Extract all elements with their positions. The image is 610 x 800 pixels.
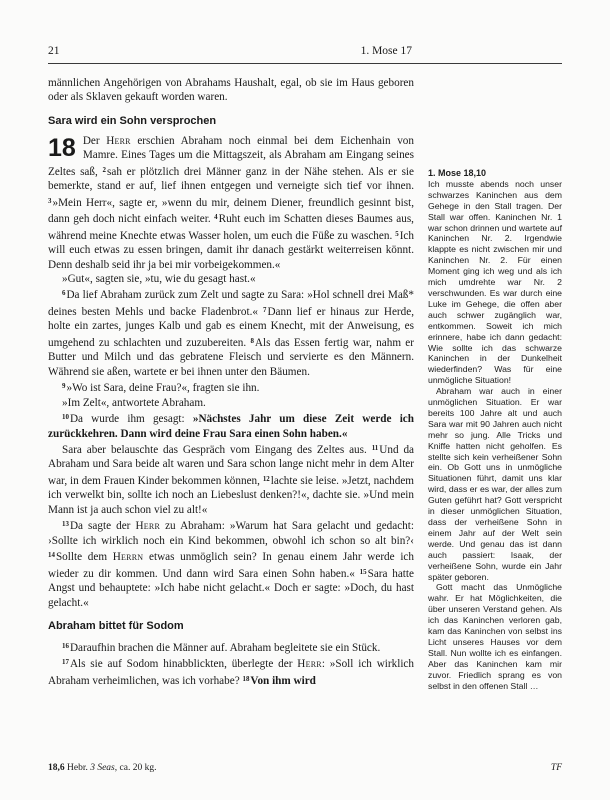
verse-text-1-5 bbox=[48, 135, 414, 271]
scripture-column bbox=[48, 76, 414, 753]
author-initials: TF bbox=[550, 763, 562, 773]
verse-number: 17 bbox=[62, 658, 69, 667]
verse-number: 12 bbox=[262, 474, 270, 483]
sidebar-paragraph-3: Gott macht das Unmögliche wahr. Er hat Möglichkeiten, die über unseren Verstand gehen. Als ich das Kaninchen verloren gab, kam das Kaninchen von selbst ins Licht unseres Hauses vor dem Stall. Nun wollte ich es einfangen. Aber das Kaninchen kam mir zuvor. Friedlich sprang es von selbst in den offenen Stall … bbox=[428, 582, 562, 691]
verse-number: 18 bbox=[242, 674, 250, 683]
paragraph-gen18-6-8 bbox=[48, 286, 414, 379]
text-run: Ich will euch etwas zu essen bringen, damit ihr danach gestärkt weiterreisen könnt. Denn deshalb seid ihr ja bei mir vorbeigekommen.« bbox=[48, 229, 414, 271]
text-run: Der bbox=[82, 134, 107, 147]
paragraph-gen18-1-5 bbox=[48, 134, 414, 272]
text-run: Da wurde ihm gesagt: bbox=[69, 413, 193, 426]
paragraph-gen18-16 bbox=[48, 639, 414, 656]
paragraph-gen18-10 bbox=[48, 410, 414, 441]
verse-number: 6 bbox=[62, 289, 66, 298]
text-run: Als das Essen fertig war, nahm er Butter und Milch und das gebratene Fleisch und servierte es den Männern. Während sie aßen, wartete er bei ihnen unter den Bäumen. bbox=[48, 336, 414, 378]
text-run: »Gut«, sagten sie, »tu, wie du gesagt hast.« bbox=[62, 272, 256, 285]
text-run: Und da Abraham und Sara beide alt waren und Sara schon lange nicht mehr in dem Alter war, in dem Frauen Kinder bekommen können, bbox=[48, 444, 414, 487]
text-run: »Mein Herr«, sagte er, »wenn du mir, deinem Diener, freundlich gesinnt bist, dann geh doch nicht einfach weiter. bbox=[48, 196, 414, 226]
text-run: Sollte dem bbox=[55, 551, 113, 564]
text-run: Hebr. bbox=[67, 763, 91, 773]
verse-number: 13 bbox=[62, 520, 69, 529]
text-run: : »Soll ich wirklich Abraham verheimlichen, was ich vorhabe? bbox=[48, 658, 414, 688]
page-footer bbox=[48, 753, 562, 774]
page-number: 21 bbox=[48, 45, 60, 57]
chapter-number: 18 bbox=[48, 133, 76, 162]
text-run: Herr bbox=[135, 520, 161, 533]
text-run: etwas unmöglich sein? In genau einem Jahr werde ich wieder zu dir kommen. Und dann wird Sara einen Sohn haben.« bbox=[48, 551, 414, 580]
paragraph-gen18-17-18 bbox=[48, 655, 414, 688]
text-run: Da sagte der bbox=[69, 520, 136, 533]
verse-number: 11 bbox=[371, 443, 379, 452]
page-header bbox=[48, 44, 562, 58]
sidebar-paragraph-2: Abraham war auch in einer unmöglichen Situation. Er war bereits 100 Jahre alt und auch Sara war mit 90 Jahren auch nicht mehr so jung. Alle Tricks und Kniffe hatten nicht geholfen. Es stellte sich kein verheißener Sohn ein. Ob Gott uns in unmögliche Situationen führt, damit uns klar wird, dass er es war, der alles zum Guten geführt hat? Gott verspricht in dieser unmöglichen Situation, dass der verheißene Sohn in einem Jahr auf der Welt sein werde. Und genau das ist dann auch passiert: Isaak, der verheißene Sohn, wurde ein Jahr später geboren. bbox=[428, 386, 562, 582]
header-rule bbox=[48, 63, 562, 64]
verse-number: 10 bbox=[62, 413, 69, 421]
text-run: 3 Seas bbox=[90, 763, 115, 773]
paragraph-gen18-13-15 bbox=[48, 517, 414, 610]
text-run: 18,6 bbox=[48, 763, 67, 773]
verse-number: 4 bbox=[214, 213, 218, 222]
text-run: lachte sie leise. »Jetzt, nachdem ich verwelkt bin, sollte ich noch an Liebeslust denken?!«, dachte sie. »Und mein Mann ist ja auch schon viel zu alt!« bbox=[48, 474, 414, 516]
verse-number: 16 bbox=[62, 641, 69, 650]
text-run: Sara hatte Angst und behauptete: »Ich habe nicht gelacht.« Doch er sagte: »Doch, du hast gelacht.« bbox=[48, 567, 414, 609]
sidebar-paragraph-1: Ich musste abends noch unser schwarzes Kaninchen aus dem Gehege in den Stall tragen. Der Stall war offen. Kaninchen Nr. 1 war schon drinnen und wartete auf Kaninchen Nr. 2. Irgendwie klappte es nicht zwischen mir und Kaninchen Nr. 2. Für einen Moment ging ich weg und als ich mich umdrehte war Nr. 2 verschwunden. Es war durch eine Luke im Gehege, die offen aber auch schwer zugänglich war, entkommen. Soweit ich mich erinnere, habe ich dann gedacht: Wie sollte ich das schwarze Kaninchen in der Dunkelheit wiederfinden? Was für eine unmögliche Situation! bbox=[428, 178, 562, 386]
text-run: Als sie auf Sodom hinabblickten, überlegte der bbox=[69, 658, 298, 671]
text-run: Von ihm wird bbox=[250, 675, 316, 688]
text-run: erschien Abraham noch einmal bei dem Eichenhain von Mamre. Eines Tages um die Mittagszeit, als Abraham am Eingang seines Zeltes saß, bbox=[48, 134, 414, 178]
text-run: zu Abraham: »Warum hat Sara gelacht und gedacht: ›Sollte ich wirklich noch ein Kind bekommen, obwohl ich schon so alt bin?‹ bbox=[48, 520, 414, 547]
verse-number: 9 bbox=[62, 382, 66, 391]
text-run: »Nächstes Jahr um diese Zeit werde ich zurückkehren. Dann wird deine Frau Sara einen Sohn haben.« bbox=[48, 413, 414, 440]
paragraph-dialogue-gut bbox=[48, 272, 414, 286]
devotional-sidebar bbox=[428, 76, 562, 753]
sidebar-heading: 1. Mose 18,10 bbox=[428, 168, 487, 178]
text-run: Daraufhin brachen die Männer auf. Abraham begleitete sie ein Stück. bbox=[69, 642, 381, 655]
text-run: Herr bbox=[297, 658, 322, 671]
verse-number: 2 bbox=[102, 165, 107, 174]
text-run: Dann lief er hinaus zur Herde, holte ein zartes, junges Kalb und gab es einem Knecht, mit der Anweisung, es umgehend zu schlachten und zuzubereiten. bbox=[48, 305, 415, 349]
section-heading-sodom: Abraham bittet für Sodom bbox=[48, 619, 184, 632]
section-heading-sara: Sara wird ein Sohn versprochen bbox=[48, 114, 217, 127]
verse-number: 14 bbox=[48, 551, 55, 560]
text-run: »Wo ist Sara, deine Frau?«, fragten sie ihn. bbox=[66, 382, 260, 395]
footnote bbox=[48, 763, 156, 774]
verse-number: 7 bbox=[262, 305, 267, 314]
text-run: Herrn bbox=[112, 551, 144, 564]
page-content bbox=[48, 76, 562, 753]
text-run: , ca. 20 kg. bbox=[114, 763, 157, 773]
paragraph-gen18-11-12 bbox=[48, 441, 414, 517]
text-run: »Im Zelt«, antwortete Abraham. bbox=[62, 396, 206, 409]
paragraph-dialogue-im-zelt bbox=[48, 396, 414, 410]
verse-number: 8 bbox=[250, 336, 254, 345]
verse-number: 5 bbox=[395, 229, 399, 238]
text-run: sah er plötzlich drei Männer ganz in der Nähe stehen. Als er sie bemerkte, stand er auf, lief ihnen entgegen und verneigte sich tief vor ihnen. bbox=[48, 165, 414, 193]
text-run: Sara aber belauschte das Gespräch vom Eingang des Zeltes aus. bbox=[62, 444, 372, 457]
verse-number: 3 bbox=[48, 196, 52, 205]
text-run: Ruht euch im Schatten dieses Baumes aus, während meine Knechte etwas Wasser holen, um euch die Füße zu waschen. bbox=[48, 213, 414, 242]
paragraph-gen18-9 bbox=[48, 379, 414, 396]
text-run: Da lief Abraham zurück zum Zelt und sagte zu Sara: »Hol schnell drei Maß* deines besten Mehls und backe Fladenbrot.« bbox=[48, 289, 414, 318]
paragraph-continuation: männlichen Angehörigen von Abrahams Haushalt, egal, ob sie im Haus geboren oder als Sklaven gekauft worden waren. bbox=[48, 77, 414, 104]
running-head: 1. Mose 17 bbox=[360, 45, 412, 57]
text-run: Herr bbox=[106, 134, 131, 147]
verse-number: 15 bbox=[359, 567, 367, 576]
